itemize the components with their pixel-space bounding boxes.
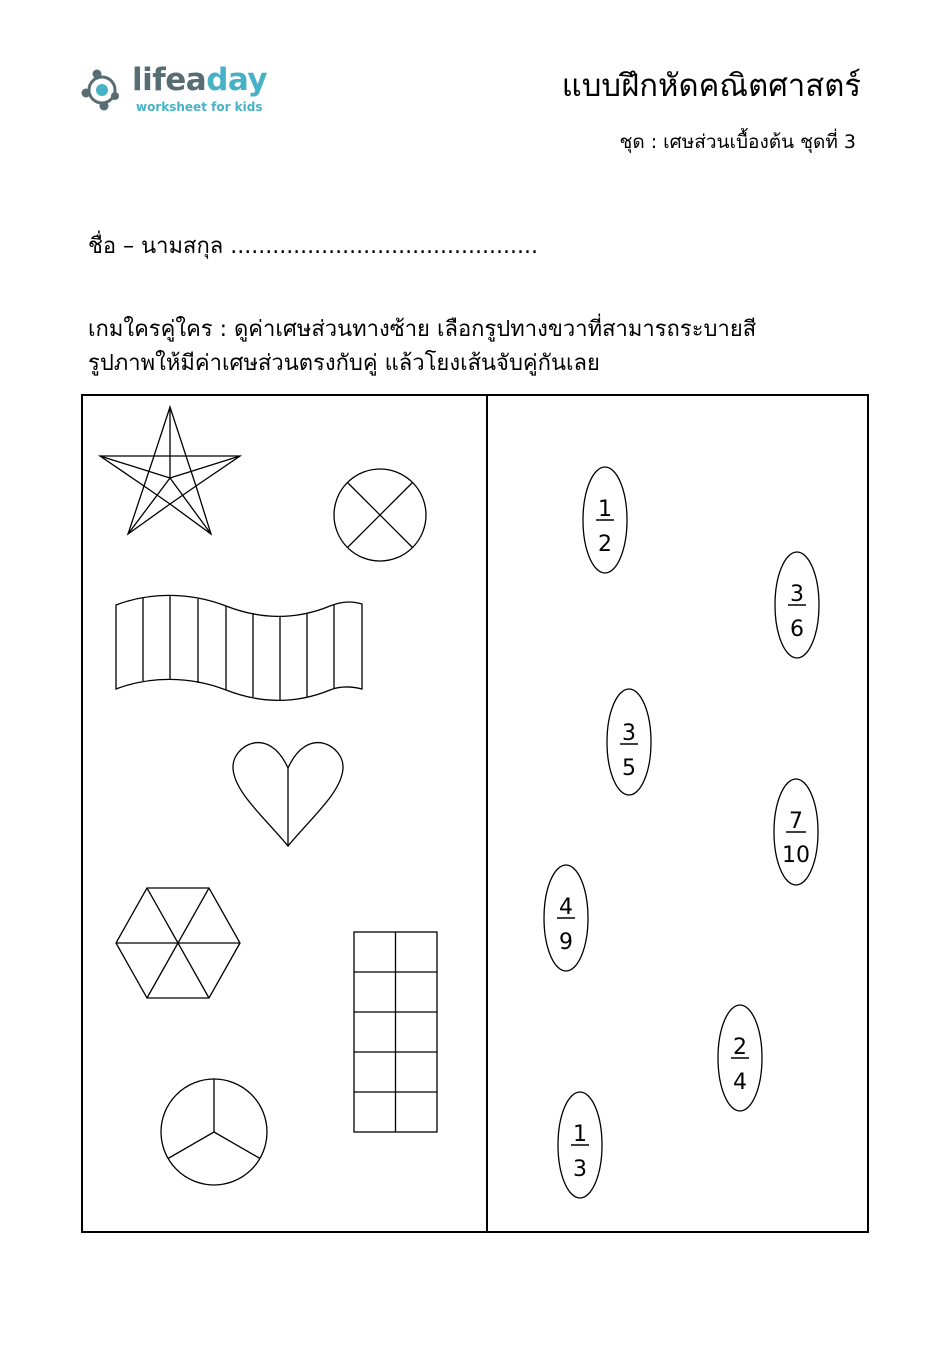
fraction-denominator: 6: [790, 617, 804, 642]
fraction-numerator: 3: [622, 721, 636, 746]
logo-wordmark: lifeaday: [132, 62, 268, 98]
fraction-denominator: 5: [622, 756, 636, 781]
fraction-numerator: 4: [559, 895, 573, 920]
instruction-line-2: รูปภาพให้มีค่าเศษส่วนตรงกับคู่ แล้วโยงเส้นจับคู่กันเลย: [88, 351, 600, 376]
fraction-denominator: 10: [782, 843, 810, 868]
fraction-denominator: 3: [573, 1157, 587, 1182]
name-field-line: ชื่อ – นามสกุล ............................................: [88, 234, 538, 259]
fraction-numerator: 1: [573, 1122, 587, 1147]
fraction-oval[interactable]: [544, 865, 588, 971]
wave-banner-shape[interactable]: [116, 595, 362, 700]
fraction-oval[interactable]: [774, 779, 818, 885]
star-shape[interactable]: [100, 407, 240, 534]
page-title: แบบฝึกหัดคณิตศาสตร์: [561, 68, 861, 104]
heart-shape[interactable]: [233, 743, 343, 846]
fraction-denominator: 4: [733, 1070, 747, 1095]
fraction-numerator: 2: [733, 1035, 747, 1060]
fraction-denominator: 2: [598, 532, 612, 557]
fraction-oval[interactable]: [558, 1092, 602, 1198]
fraction-numerator: 7: [789, 809, 803, 834]
instruction-line-1: เกมใครคู่ใคร : ดูค่าเศษส่วนทางซ้าย เลือกรูปทางขวาที่สามารถระบายสี: [88, 317, 757, 342]
fraction-denominator: 9: [559, 930, 573, 955]
fraction-oval[interactable]: [607, 689, 651, 795]
fraction-oval[interactable]: [583, 467, 627, 573]
logo-tagline: worksheet for kids: [136, 100, 263, 114]
activity-box: [82, 395, 868, 1232]
page-subtitle: ชุด : เศษส่วนเบื้องต้น ชุดที่ 3: [619, 131, 856, 153]
hexagon-shape[interactable]: [116, 888, 240, 998]
circle-thirds-shape[interactable]: [161, 1079, 267, 1185]
rectangle-grid-shape[interactable]: [354, 932, 437, 1132]
fraction-numerator: 1: [598, 497, 612, 522]
fraction-oval[interactable]: [775, 552, 819, 658]
fraction-oval[interactable]: [718, 1005, 762, 1111]
fraction-numerator: 3: [790, 582, 804, 607]
circle-quarters-shape[interactable]: [334, 469, 426, 561]
